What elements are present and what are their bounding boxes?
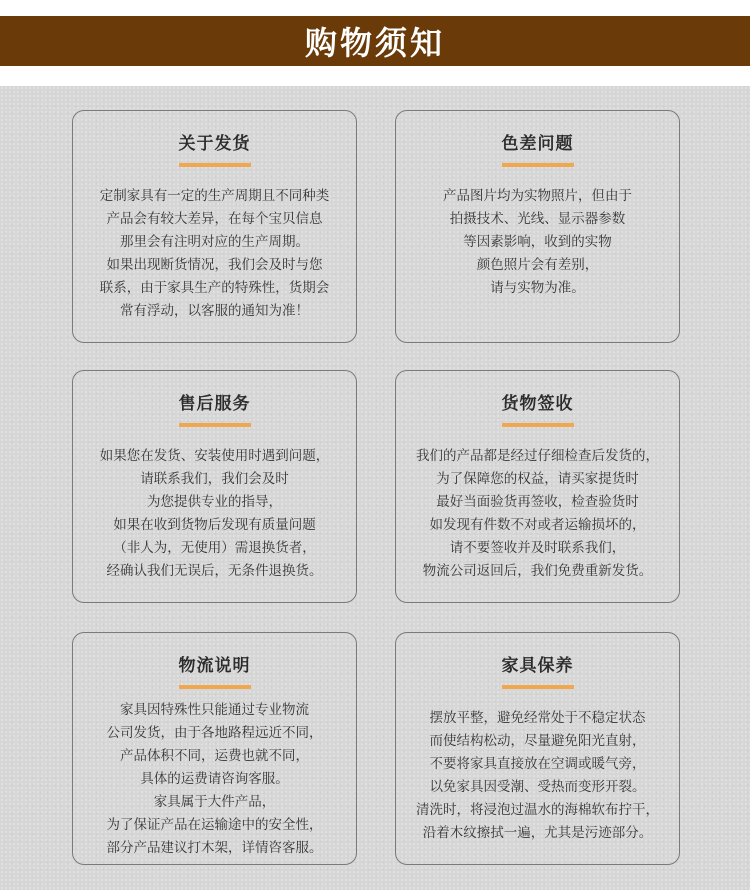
card-line: 定制家具有一定的生产周期且不同种类 (99, 188, 330, 204)
card-line: 颜色照片会有差别， (476, 257, 599, 273)
title-underline (179, 423, 251, 427)
card-title: 物流说明 (178, 656, 251, 676)
card-title: 售后服务 (178, 394, 251, 414)
card-line: 如果在收到货物后发现有质量问题 (113, 517, 316, 533)
card-shipping (72, 110, 357, 343)
title-underline (502, 163, 574, 167)
card-line: 为了保障您的权益，请买家提货时 (436, 471, 639, 487)
card-after-sales (72, 370, 357, 603)
banner-bar (0, 16, 750, 66)
title-underline (502, 685, 574, 689)
card-title: 家具保养 (501, 656, 574, 676)
card-line: 请与实物为准。 (490, 280, 585, 296)
card-title: 色差问题 (501, 134, 574, 154)
card-line: 部分产品建议打木架，详情咨客服。 (106, 840, 323, 856)
card-line: 我们的产品都是经过仔细检查后发货的， (416, 448, 659, 464)
card-line: 家具因特殊性只能通过专业物流 (120, 702, 309, 718)
card-line: 那里会有注明对应的生产周期。 (120, 234, 309, 250)
card-line: 沿着木纹擦拭一遍，尤其是污迹部分。 (422, 825, 653, 841)
card-line: （非人为，无使用）需退换货者， (113, 540, 316, 556)
card-line: 如发现有件数不对或者运输损坏的， (429, 517, 646, 533)
card-line: 经确认我们无误后，无条件退换货。 (106, 563, 323, 579)
title-underline (179, 685, 251, 689)
card-line: 等因素影响，收到的实物 (463, 234, 612, 250)
card-line: 摆放平整，避免经常处于不稳定状态 (429, 710, 646, 726)
card-body (79, 185, 350, 323)
card-line: 清洗时，将浸泡过温水的海棉软布拧干， (416, 802, 659, 818)
title-underline (502, 423, 574, 427)
card-line: 产品体积不同，运费也就不同， (120, 748, 309, 764)
card-line: 不要将家具直接放在空调或暖气旁， (429, 756, 646, 772)
card-line: 产品会有较大差异，在每个宝贝信息 (106, 211, 323, 227)
card-title: 关于发货 (178, 134, 251, 154)
page-title: 购物须知 (304, 24, 445, 62)
card-body (402, 445, 673, 583)
card-line: 联系，由于家具生产的特殊性，货期会 (99, 280, 330, 296)
card-line: 产品图片均为实物照片，但由于 (443, 188, 632, 204)
card-body (402, 707, 673, 845)
card-line: 常有浮动，以客服的通知为准！ (120, 303, 309, 319)
card-line: 家具属于大件产品， (153, 794, 276, 810)
card-line: 如果出现断货情况，我们会及时与您 (106, 257, 323, 273)
page-banner (0, 0, 750, 86)
card-body (79, 445, 350, 583)
card-line: 为了保证产品在运输途中的安全性， (106, 817, 323, 833)
title-underline (179, 163, 251, 167)
card-line: 为您提供专业的指导， (147, 494, 282, 510)
card-line: 请联系我们，我们会及时 (140, 471, 289, 487)
card-line: 请不要签收并及时联系我们， (449, 540, 626, 556)
card-line: 如果您在发货、安装使用时遇到问题， (99, 448, 330, 464)
card-logistics (72, 632, 357, 865)
card-furniture-care (395, 632, 680, 865)
card-line: 物流公司返回后，我们免费重新发货。 (422, 563, 653, 579)
card-line: 具体的运费请咨询客服。 (140, 771, 289, 787)
card-line: 拍摄技术、光线、显示器参数 (449, 211, 626, 227)
card-line: 公司发货，由于各地路程远近不同， (106, 725, 323, 741)
card-body (79, 699, 350, 860)
card-delivery-receipt (395, 370, 680, 603)
card-line: 以免家具因受潮、受热而变形开裂。 (429, 779, 646, 795)
card-body (402, 185, 673, 300)
card-color-difference (395, 110, 680, 343)
card-line: 而使结构松动，尽量避免阳光直射， (429, 733, 646, 749)
card-line: 最好当面验货再签收，检查验货时 (436, 494, 639, 510)
card-title: 货物签收 (501, 394, 574, 414)
